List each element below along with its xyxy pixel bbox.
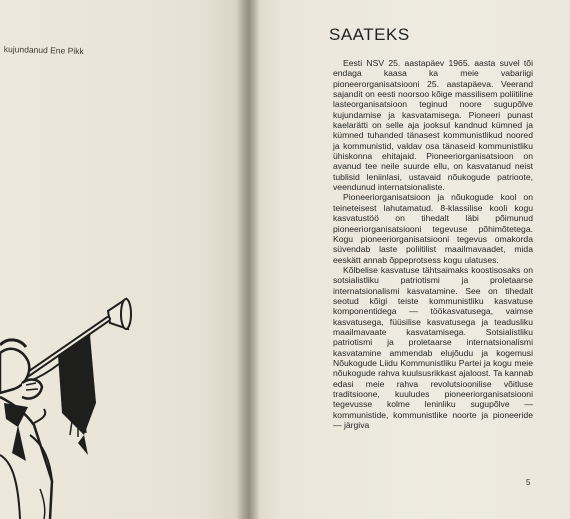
page-number: 5 (526, 478, 531, 487)
page-title: SAATEKS (329, 25, 410, 44)
paragraph: Pioneeriorganisatsioon ja nõukogude kool on teineteisest lahutamatud. 8-klassilise kooli kogu kasvatustöö on tihedalt läbi põimunud pioneeriorganisatsiooni tegevuse põhimõtetega. Kogu pioneeriorganisatsiooni tegevus omakorda süvendab laste poliitilist maailmavaadet, mida eeskätt annab õppeprotsess kogu ulatuses. (333, 192, 533, 265)
designer-credit: kujundanud Ene Pikk (3, 44, 84, 57)
paragraph: Kõlbelise kasvatuse tähtsaimaks koostisosaks on sotsialistliku patriotismi ja proletaarse internatsionalismi kasvatamine. See on tihedalt seotud kõigi teiste kommunistliku kasvatuse komponentidega — töökasvatusega, vaimse kasvatusega, füüsilise kasvatusega ja teadusliku maailmavaate kasvatamisega. Sotsialistliku patriotismi ja proletaarse internatsionalismi kasvatamine ammendab elujõudu ja kogemusi Nõukogude Liidu Kommunistliku Partei ja kogu meie nõukogude rahva kuulsusrikkast ajaloost. Ta kannab edasi meie rahva revolutsioonilise võitluse traditsioone, kuuludes pioneeriorganisatsiooni tegevusse kolme leninliku sugupõlve — kommunistide, kommunistlike noorte ja pioneeride — järgiva (333, 264, 533, 431)
pioneer-bugler-illustration (0, 285, 150, 519)
left-page (0, 0, 246, 519)
book-gutter (236, 0, 260, 519)
body-text (333, 58, 533, 430)
paragraph: Eesti NSV 25. aastapäev 1965. aasta suvel tõi endaga kaasa ka meie vabariigi pioneerorganisatsiooni 25. aastapäeva. Veerand sajandit on eesti noorsoo kõige massilisem poliitiline lasteorganisatsioon teginud noore sugupõlve kujundamise ja kasvatamisega. Pioneeri punast kaelarätti on selle aja jooksul kandnud kümned ja kümned tuhanded tänasest kommunistlikud noored ja kommunistid, valdav osa tänaseid kommunistliku ühiskonna ehitajaid. Pioneeriorganisatsioon on avanud tee neile suurde ellu, on kasvatanud neist tublisid leniinlasi, ustavaid nõukogude patrioote, veendunud internatsionaliste. (333, 58, 533, 193)
